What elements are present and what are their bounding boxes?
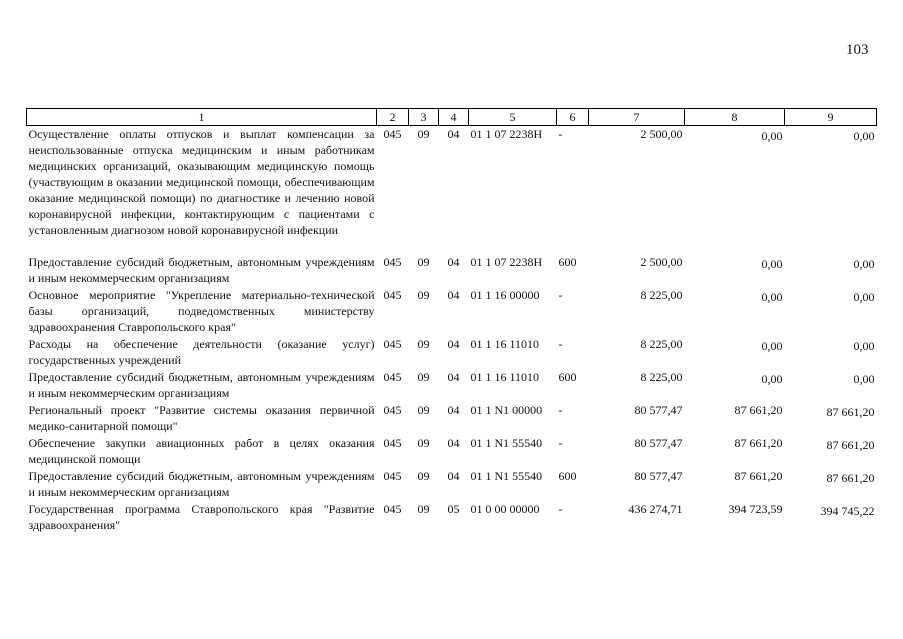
row-value-col8: 0,00 (761, 290, 783, 304)
row-pr: 04 (447, 370, 460, 384)
row-value-col7: 8 225,00 (640, 288, 683, 302)
table-row (27, 468, 877, 501)
row-value-col9: 0,00 (853, 129, 875, 143)
row-csr: 01 1 07 2238Н (470, 127, 543, 141)
row-gr: 045 (383, 370, 402, 384)
header-cell: 1 (27, 109, 377, 126)
row-name: Государственная программа Ставропольского края "Развитие здравоохранения" (28, 502, 375, 532)
row-name: Основное мероприятие "Укрепление материально-технической базы организаций, подведомственных министерству здравоохранения Ставропольского края" (28, 288, 375, 334)
row-gr: 045 (383, 469, 402, 483)
row-name: Региональный проект "Развитие системы оказания первичной медико-санитарной помощи" (28, 403, 375, 433)
row-csr: 01 0 00 00000 (470, 502, 540, 516)
row-value-col8: 87 661,20 (734, 469, 783, 483)
row-name: Расходы на обеспечение деятельности (оказание услуг) государственных учреждений (28, 337, 375, 367)
row-value-col9: 394 745,22 (820, 504, 875, 518)
row-value-col7: 80 577,47 (634, 436, 683, 450)
row-csr: 01 1 N1 00000 (470, 403, 543, 417)
row-value-col7: 2 500,00 (640, 127, 683, 141)
row-value-col9: 87 661,20 (826, 471, 875, 485)
row-pr: 04 (447, 127, 460, 141)
row-csr: 01 1 07 2238Н (470, 255, 543, 269)
row-value-col9: 0,00 (853, 257, 875, 271)
row-gr: 045 (383, 288, 402, 302)
row-rz: 09 (417, 337, 430, 351)
header-cell: 9 (785, 109, 877, 126)
row-rz: 09 (417, 370, 430, 384)
table-row (27, 126, 877, 255)
row-value-col9: 0,00 (853, 339, 875, 353)
row-value-col8: 0,00 (761, 339, 783, 353)
header-cell: 5 (469, 109, 557, 126)
row-rz: 09 (417, 288, 430, 302)
header-cell: 7 (589, 109, 685, 126)
table-row (27, 435, 877, 468)
row-gr: 045 (383, 127, 402, 141)
row-pr: 04 (447, 436, 460, 450)
row-gr: 045 (383, 403, 402, 417)
row-value-col8: 87 661,20 (734, 436, 783, 450)
row-pr: 04 (447, 288, 460, 302)
row-value-col7: 8 225,00 (640, 370, 683, 384)
row-rz: 09 (417, 127, 430, 141)
row-value-col9: 0,00 (853, 372, 875, 386)
row-rz: 09 (417, 502, 430, 516)
header-cell: 2 (377, 109, 409, 126)
row-value-col9: 87 661,20 (826, 438, 875, 452)
row-vr: - (558, 403, 563, 417)
row-value-col7: 80 577,47 (634, 403, 683, 417)
budget-table (26, 108, 877, 534)
row-vr: - (558, 337, 563, 351)
row-name: Предоставление субсидий бюджетным, автономным учреждениям и иным некоммерческим организациям (28, 469, 375, 499)
table-row (27, 287, 877, 336)
row-name: Предоставление субсидий бюджетным, автономным учреждениям и иным некоммерческим организациям (28, 255, 375, 285)
row-value-col8: 0,00 (761, 372, 783, 386)
row-value-col8: 0,00 (761, 129, 783, 143)
row-vr: 600 (558, 370, 577, 384)
row-name: Обеспечение закупки авиационных работ в целях оказания медицинской помощи (28, 436, 375, 466)
row-vr: - (558, 436, 563, 450)
table-row (27, 336, 877, 369)
row-csr: 01 1 16 00000 (470, 288, 540, 302)
table-row (27, 254, 877, 287)
row-csr: 01 1 N1 55540 (470, 469, 543, 483)
row-vr: - (558, 288, 563, 302)
page-number: 103 (846, 42, 869, 58)
row-vr: 600 (558, 255, 577, 269)
header-cell: 4 (439, 109, 469, 126)
row-vr: 600 (558, 469, 577, 483)
row-value-col8: 0,00 (761, 257, 783, 271)
row-pr: 04 (447, 469, 460, 483)
table-row (27, 501, 877, 534)
row-value-col7: 2 500,00 (640, 255, 683, 269)
table-header-row (27, 109, 877, 126)
row-value-col7: 80 577,47 (634, 469, 683, 483)
row-rz: 09 (417, 255, 430, 269)
row-pr: 04 (447, 255, 460, 269)
row-pr: 04 (447, 337, 460, 351)
row-value-col9: 87 661,20 (826, 405, 875, 419)
row-gr: 045 (383, 502, 402, 516)
row-vr: - (558, 127, 563, 141)
row-value-col8: 87 661,20 (734, 403, 783, 417)
row-name: Осуществление оплаты отпусков и выплат компенсации за неиспользованные отпуска медицинским и иным работникам медицинских организаций, оказывающим медицинскую помощь (участвующим в оказании медицинской помощи, обеспечивающим оказание медицинской помощи) по диагностике и лечению новой коронавирусной инфекции, контактирующим с пациентами с установленным диагнозом новой коронавирусной инфекции (28, 127, 375, 237)
row-rz: 09 (417, 436, 430, 450)
table-row (27, 402, 877, 435)
row-csr: 01 1 16 11010 (470, 337, 540, 351)
row-rz: 09 (417, 469, 430, 483)
row-value-col8: 394 723,59 (728, 502, 783, 516)
row-value-col7: 436 274,71 (628, 502, 683, 516)
header-cell: 6 (557, 109, 589, 126)
row-vr: - (558, 502, 563, 516)
table-row (27, 369, 877, 402)
row-gr: 045 (383, 337, 402, 351)
row-name: Предоставление субсидий бюджетным, автономным учреждениям и иным некоммерческим организациям (28, 370, 375, 400)
row-value-col9: 0,00 (853, 290, 875, 304)
row-csr: 01 1 16 11010 (470, 370, 540, 384)
row-gr: 045 (383, 255, 402, 269)
header-cell: 3 (409, 109, 439, 126)
row-rz: 09 (417, 403, 430, 417)
row-pr: 05 (447, 502, 460, 516)
row-gr: 045 (383, 436, 402, 450)
row-value-col7: 8 225,00 (640, 337, 683, 351)
header-cell: 8 (685, 109, 785, 126)
row-pr: 04 (447, 403, 460, 417)
row-csr: 01 1 N1 55540 (470, 436, 543, 450)
